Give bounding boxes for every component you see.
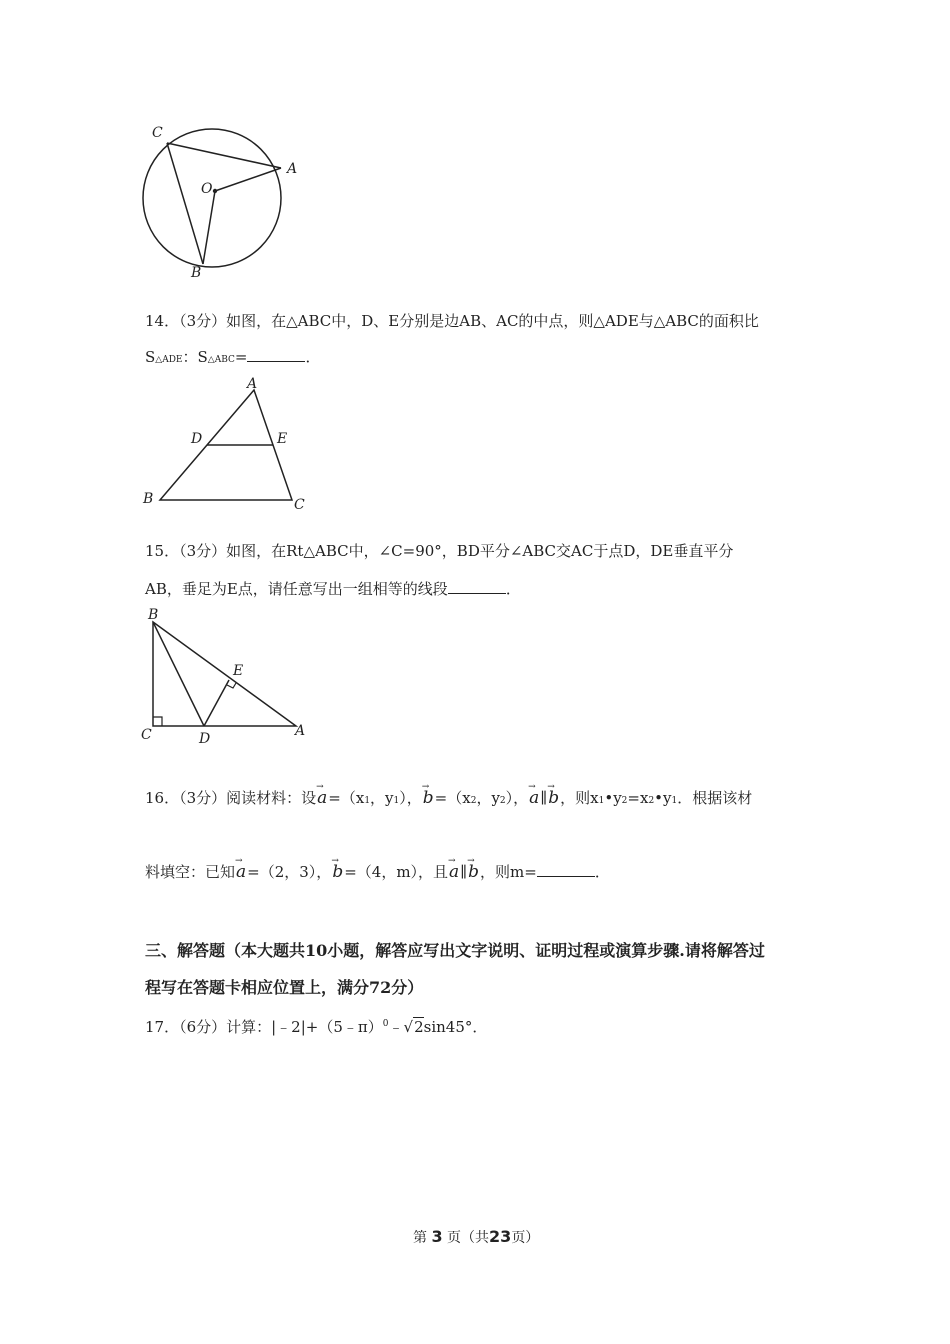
section3-heading-line1: 三、解答题（本大题共10小题，解答应写出文字说明、证明过程或演算步骤.请将解答过 (145, 941, 765, 960)
q16-text-g: ）， (505, 789, 529, 807)
q16-text-b: =（x (328, 789, 365, 807)
segment-bd (153, 622, 204, 726)
q16-sub: 1 (393, 796, 400, 806)
footer-post: 页） (511, 1230, 540, 1246)
q16-sub: 2 (499, 796, 506, 806)
q14-line1: 14．（3分）如图，在△ABC中，D、E分别是边AB、AC的中点，则△ADE与△ABC的面积比 (145, 312, 759, 330)
right-angle-e (227, 683, 236, 688)
q17-line (145, 1014, 487, 1037)
label-c: C (141, 727, 152, 743)
label-b: B (191, 265, 202, 281)
q16-l2-text-a: 料填空：已知 (145, 863, 236, 881)
label-e: E (277, 431, 288, 447)
q16-text-j: =x (627, 789, 649, 807)
q16-sub: 2 (648, 796, 655, 806)
q15-answer-blank (448, 579, 506, 594)
segment-cb (167, 143, 203, 264)
sqrt-sign: √ (403, 1018, 414, 1036)
q16-text-f: ，y (476, 789, 500, 807)
segment-de (204, 680, 229, 726)
q16-line2 (145, 862, 610, 882)
q15-line2 (145, 579, 521, 599)
footer-page-number: 3 (431, 1227, 443, 1246)
q16-l2-text-d: ，则m= (480, 863, 537, 881)
label-c: C (152, 125, 163, 141)
q16-text-c: ，y (370, 789, 394, 807)
label-b: B (143, 491, 154, 507)
q16-text-e: =（x (434, 789, 471, 807)
center-dot (213, 189, 217, 193)
segment-ca (167, 143, 281, 168)
q14-answer-blank (247, 347, 305, 362)
label-b: B (148, 607, 159, 623)
q17-minus: ﹣ (388, 1018, 404, 1036)
q15-line1: 15．（3分）如图，在Rt△ABC中，∠C=90°，BD平分∠ABC交AC于点D，DE垂直平分 (145, 542, 734, 560)
label-d: D (199, 731, 211, 747)
q14-end: ． (305, 348, 321, 366)
q16-text-d: ）， (399, 789, 422, 807)
label-e: E (233, 663, 244, 679)
q16-l2-text-b: =（2，3）， (247, 863, 332, 881)
q17-exponent: 0 (382, 1019, 389, 1029)
q16-text-i: •y (604, 789, 622, 807)
label-o: O (201, 181, 213, 197)
vector-a: → a (316, 788, 328, 808)
q16-sub: 2 (621, 796, 628, 806)
parallel-sign: ∥ (540, 789, 548, 807)
right-angle-c (153, 717, 162, 726)
q16-text-a: 16．（3分）阅读材料：设 (145, 789, 317, 807)
triangle-midline-figure (140, 372, 315, 517)
label-d: D (191, 431, 203, 447)
circle-o (143, 129, 281, 267)
circle-figure (135, 118, 310, 283)
footer-pre: 第 (413, 1230, 427, 1246)
q14-eq: = (234, 348, 248, 366)
segment-oa (215, 168, 281, 191)
q16-answer-blank (537, 862, 595, 877)
q14-line2 (145, 347, 320, 370)
q14-s: S (145, 348, 156, 366)
right-triangle-figure (138, 603, 318, 748)
q16-l2-end: ． (594, 863, 610, 881)
label-a: A (287, 161, 298, 177)
parallel-sign: ∥ (460, 863, 468, 881)
q15-line2-text: AB，垂足为E点，请任意写出一组相等的线段 (145, 580, 448, 598)
label-a: A (295, 723, 306, 739)
q14-sub-ade: △ADE (155, 355, 183, 365)
q16-l2-text-c: =（4，m），且 (344, 863, 449, 881)
vector-b: → b (547, 788, 560, 808)
q17-text-b: sin45°． (423, 1018, 488, 1036)
q16-text-k: •y (654, 789, 672, 807)
footer-mid: 页（共 (447, 1230, 490, 1246)
q16-text-h: ，则x (560, 789, 599, 807)
label-a: A (247, 376, 258, 392)
q15-end: ． (505, 580, 521, 598)
vector-b: → b (331, 862, 344, 882)
section3-heading-line2: 程写在答题卡相应位置上，满分72分） (145, 978, 424, 997)
q16-text-l: ．根据该材 (677, 789, 753, 807)
q16-sub: 1 (364, 796, 371, 806)
q14-sep: ：S (182, 348, 208, 366)
vector-a: → a (528, 788, 540, 808)
triangle-abc (153, 622, 296, 726)
q17-text-a: 17．（6分）计算：|﹣2|+（5﹣π） (145, 1018, 383, 1036)
q16-line1 (145, 788, 752, 811)
q14-sub-abc: △ABC (207, 355, 235, 365)
page-footer (413, 1227, 539, 1247)
vector-b: → b (422, 788, 435, 808)
vector-b: → b (467, 862, 480, 882)
segment-ob (203, 191, 215, 264)
q17-radicand: 2 (414, 1018, 424, 1036)
q16-sub: 1 (671, 796, 678, 806)
q16-sub: 1 (598, 796, 605, 806)
footer-total-pages: 23 (489, 1227, 512, 1246)
vector-a: → a (448, 862, 460, 882)
q16-sub: 2 (470, 796, 477, 806)
vector-a: → a (235, 862, 247, 882)
label-c: C (294, 497, 305, 513)
